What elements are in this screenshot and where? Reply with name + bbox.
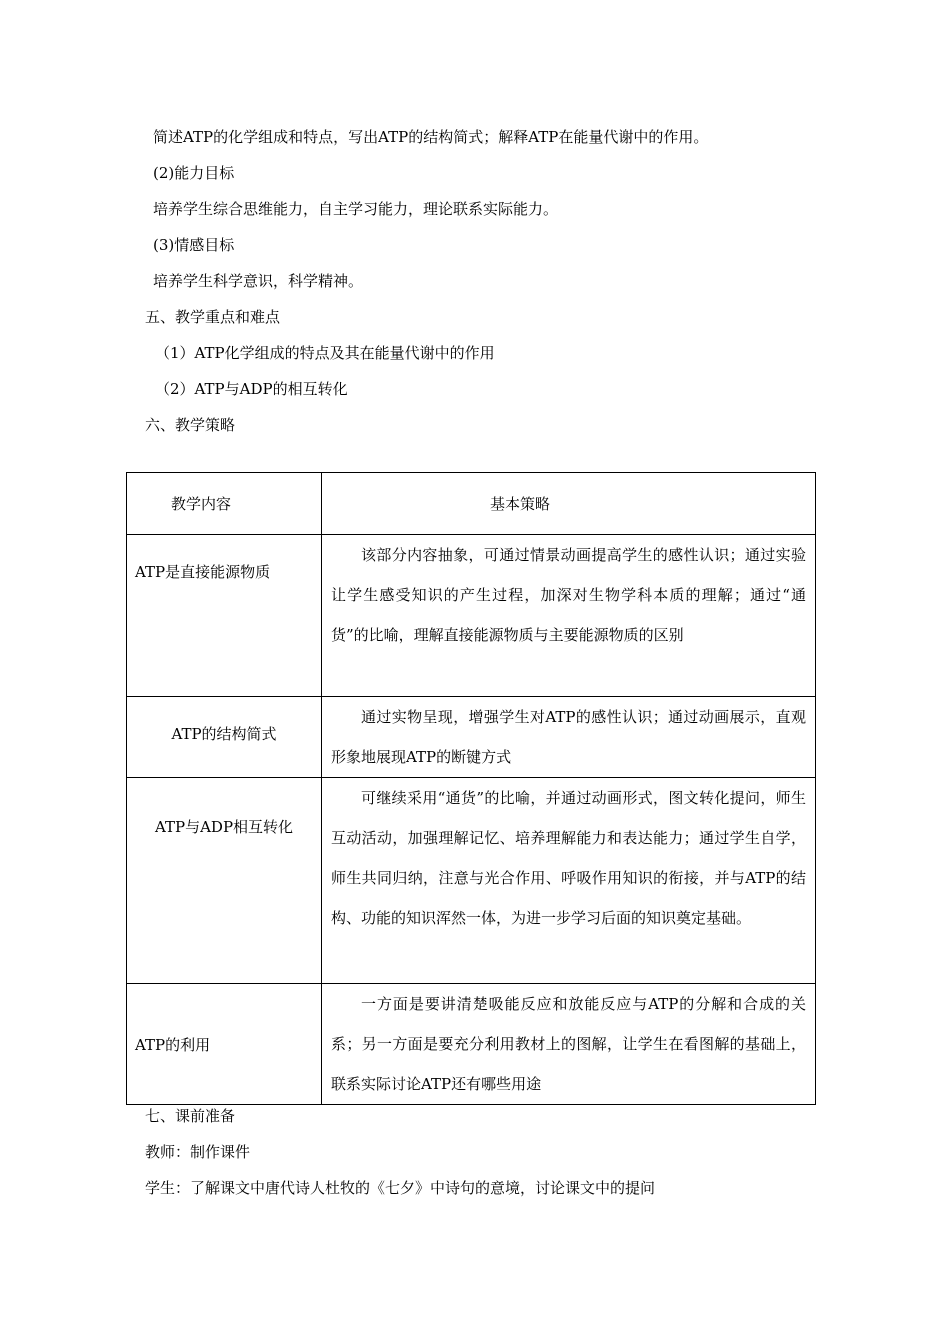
table-cell-strategy xyxy=(322,535,816,697)
table-cell-strategy xyxy=(322,778,816,984)
table-cell-strategy xyxy=(322,697,816,778)
key-point-item: （1）ATP化学组成的特点及其在能量代谢中的作用 xyxy=(155,344,495,362)
table-row xyxy=(127,535,816,697)
strategy-text: 通过实物呈现，增强学生对ATP的感性认识；通过动画展示，直观形象地展现ATP的断键方式 xyxy=(331,708,806,766)
table-cell-content xyxy=(127,535,322,697)
section-heading-strategy: 六、教学策略 xyxy=(145,416,236,434)
header-content: 教学内容 xyxy=(171,495,232,513)
section-heading-key-points: 五、教学重点和难点 xyxy=(145,308,281,326)
content-label: ATP是直接能源物质 xyxy=(135,563,271,581)
content-label: ATP与ADP相互转化 xyxy=(154,818,294,836)
table-cell-content xyxy=(127,697,322,778)
student-preparation: 学生：了解课文中唐代诗人杜牧的《七夕》中诗句的意境，讨论课文中的提问 xyxy=(145,1179,656,1197)
key-point-item: （2）ATP与ADP的相互转化 xyxy=(155,380,348,398)
table-cell-content xyxy=(127,778,322,984)
table-cell-strategy xyxy=(322,984,816,1105)
table-cell-content xyxy=(127,984,322,1105)
ability-objective-text: 培养学生综合思维能力，自主学习能力，理论联系实际能力。 xyxy=(153,200,559,218)
emotion-objective-heading: (3)情感目标 xyxy=(153,236,235,254)
section-heading-preparation: 七、课前准备 xyxy=(145,1107,236,1125)
content-label: ATP的结构简式 xyxy=(171,725,277,743)
table-header-cell xyxy=(127,473,322,535)
table-row xyxy=(127,984,816,1105)
content-label: ATP的利用 xyxy=(135,1035,211,1054)
ability-objective-heading: (2)能力目标 xyxy=(153,164,235,182)
table-row xyxy=(127,697,816,778)
table-header-row xyxy=(127,473,816,535)
strategy-text: 一方面是要讲清楚吸能反应和放能反应与ATP的分解和合成的关系；另一方面是要充分利用教材上的图解，让学生在看图解的基础上，联系实际讨论ATP还有哪些用途 xyxy=(331,995,806,1093)
emotion-objective-text: 培养学生科学意识，科学精神。 xyxy=(153,272,364,290)
knowledge-objective-text: 简述ATP的化学组成和特点，写出ATP的结构简式；解释ATP在能量代谢中的作用。 xyxy=(153,128,709,146)
teacher-preparation: 教师：制作课件 xyxy=(145,1143,251,1161)
strategy-table xyxy=(126,472,816,1105)
strategy-text: 可继续采用“通货”的比喻，并通过动画形式，图文转化提问，师生互动活动，加强理解记忆、培养理解能力和表达能力；通过学生自学，师生共同归纳，注意与光合作用、呼吸作用知识的衔接，并与ATP的结构、功能的知识浑然一体，为进一步学习后面的知识奠定基础。 xyxy=(331,789,806,927)
table-row xyxy=(127,778,816,984)
header-strategy: 基本策略 xyxy=(490,495,551,513)
table-header-cell xyxy=(322,473,816,535)
strategy-text: 该部分内容抽象，可通过情景动画提高学生的感性认识；通过实验让学生感受知识的产生过程，加深对生物学科本质的理解；通过“通货”的比喻，理解直接能源物质与主要能源物质的区别 xyxy=(331,546,806,644)
